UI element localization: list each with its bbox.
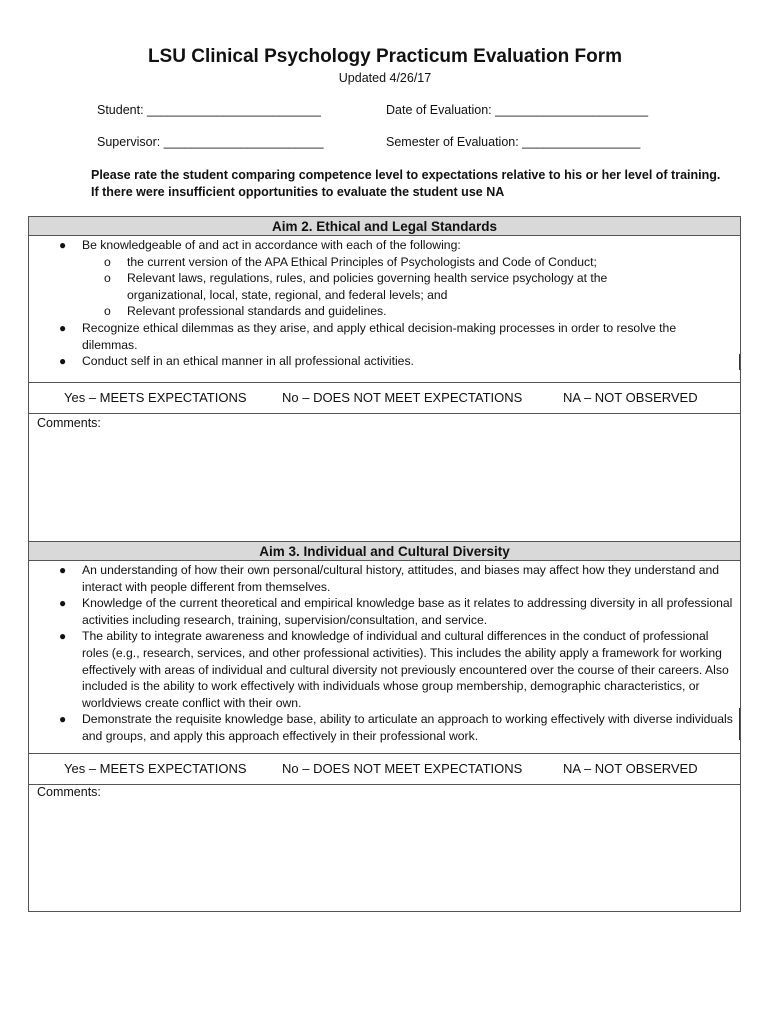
aim3-section <box>28 541 741 912</box>
list-item: ● Conduct self in an ethical manner in all professional activities. <box>59 354 414 369</box>
list-item: ● Knowledge of the current theoretical and empirical knowledge base as it relates to addressing diversity in all professional activities including research, training, supervision/consultation, and service. <box>59 596 733 627</box>
aim2-list <box>29 237 740 370</box>
list-item: ● Be knowledgeable of and act in accordance with each of the following: <box>59 238 461 252</box>
list-item: ● Recognize ethical dilemmas as they arise, and apply ethical decision-making processes in order to resolve the dilemmas. <box>59 320 677 352</box>
na-option[interactable]: NA – NOT OBSERVED <box>563 390 698 405</box>
bullet-icon: ● <box>59 596 67 611</box>
list-item: ● The ability to integrate awareness and knowledge of individual and cultural differences in the conduct of professional roles (e.g., research, services, and other professional activities). This includes the ability apply a framework for working effectively with areas of individual and cultural diversity not previously encountered over the course of their careers. Also included is the ability to work effectively with individuals whose group membership, demographic characteristics, or worldviews create conflict with their own. <box>59 629 729 710</box>
sub-list-item: o Relevant laws, regulations, rules, and policies governing health service psychology at the organizational, local, state, regional, and federal levels; and <box>104 271 608 302</box>
no-option[interactable]: No – DOES NOT MEET EXPECTATIONS <box>282 390 523 405</box>
updated-date: Updated 4/26/17 <box>338 71 432 85</box>
circle-bullet-icon: o <box>104 271 111 286</box>
bullet-icon: ● <box>59 629 67 644</box>
semester-of-evaluation-field[interactable]: Semester of Evaluation: _________________ <box>386 135 641 149</box>
student-field[interactable]: Student: _________________________ <box>97 103 321 117</box>
na-option[interactable]: NA – NOT OBSERVED <box>563 761 698 776</box>
rating-instructions: Please rate the student comparing competence level to expectations relative to his or her level of training. If there were insufficient opportunities to evaluate the student use NA <box>91 168 721 199</box>
supervisor-field[interactable]: Supervisor: _______________________ <box>97 135 324 149</box>
sub-list-item: o the current version of the APA Ethical Principles of Psychologists and Code of Conduct; <box>104 254 597 269</box>
date-of-evaluation-field[interactable]: Date of Evaluation: ______________________ <box>386 103 649 117</box>
list-item: ● Demonstrate the requisite knowledge base, ability to articulate an approach to working effectively with diverse individuals and groups, and apply this approach effectively in their professional work. <box>59 712 733 743</box>
sub-list-item: o Relevant professional standards and guidelines. <box>104 304 387 319</box>
yes-option[interactable]: Yes – MEETS EXPECTATIONS <box>64 761 247 776</box>
bullet-icon: ● <box>59 354 67 369</box>
aim2-rating-row <box>29 382 740 414</box>
aim2-heading: Aim 2. Ethical and Legal Standards <box>29 217 740 236</box>
text-cursor <box>739 354 740 370</box>
aim3-list <box>29 562 740 745</box>
aim3-comments-label[interactable]: Comments: <box>37 785 101 799</box>
bullet-icon: ● <box>59 238 67 252</box>
bullet-icon: ● <box>59 320 67 335</box>
circle-bullet-icon: o <box>104 254 111 269</box>
aim2-comments-label[interactable]: Comments: <box>37 416 101 430</box>
circle-bullet-icon: o <box>104 304 111 319</box>
bullet-icon: ● <box>59 563 67 577</box>
bullet-icon: ● <box>59 712 67 727</box>
form-title: LSU Clinical Psychology Practicum Evaluation Form <box>147 46 623 67</box>
text-cursor <box>739 708 740 740</box>
list-item: ● An understanding of how their own personal/cultural history, attitudes, and biases may affect how they understand and interact with people different from themselves. <box>59 563 720 594</box>
aim3-rating-row <box>29 753 740 785</box>
yes-option[interactable]: Yes – MEETS EXPECTATIONS <box>64 390 247 405</box>
aim2-section <box>28 216 741 542</box>
no-option[interactable]: No – DOES NOT MEET EXPECTATIONS <box>282 761 523 776</box>
aim3-heading: Aim 3. Individual and Cultural Diversity <box>29 542 740 561</box>
